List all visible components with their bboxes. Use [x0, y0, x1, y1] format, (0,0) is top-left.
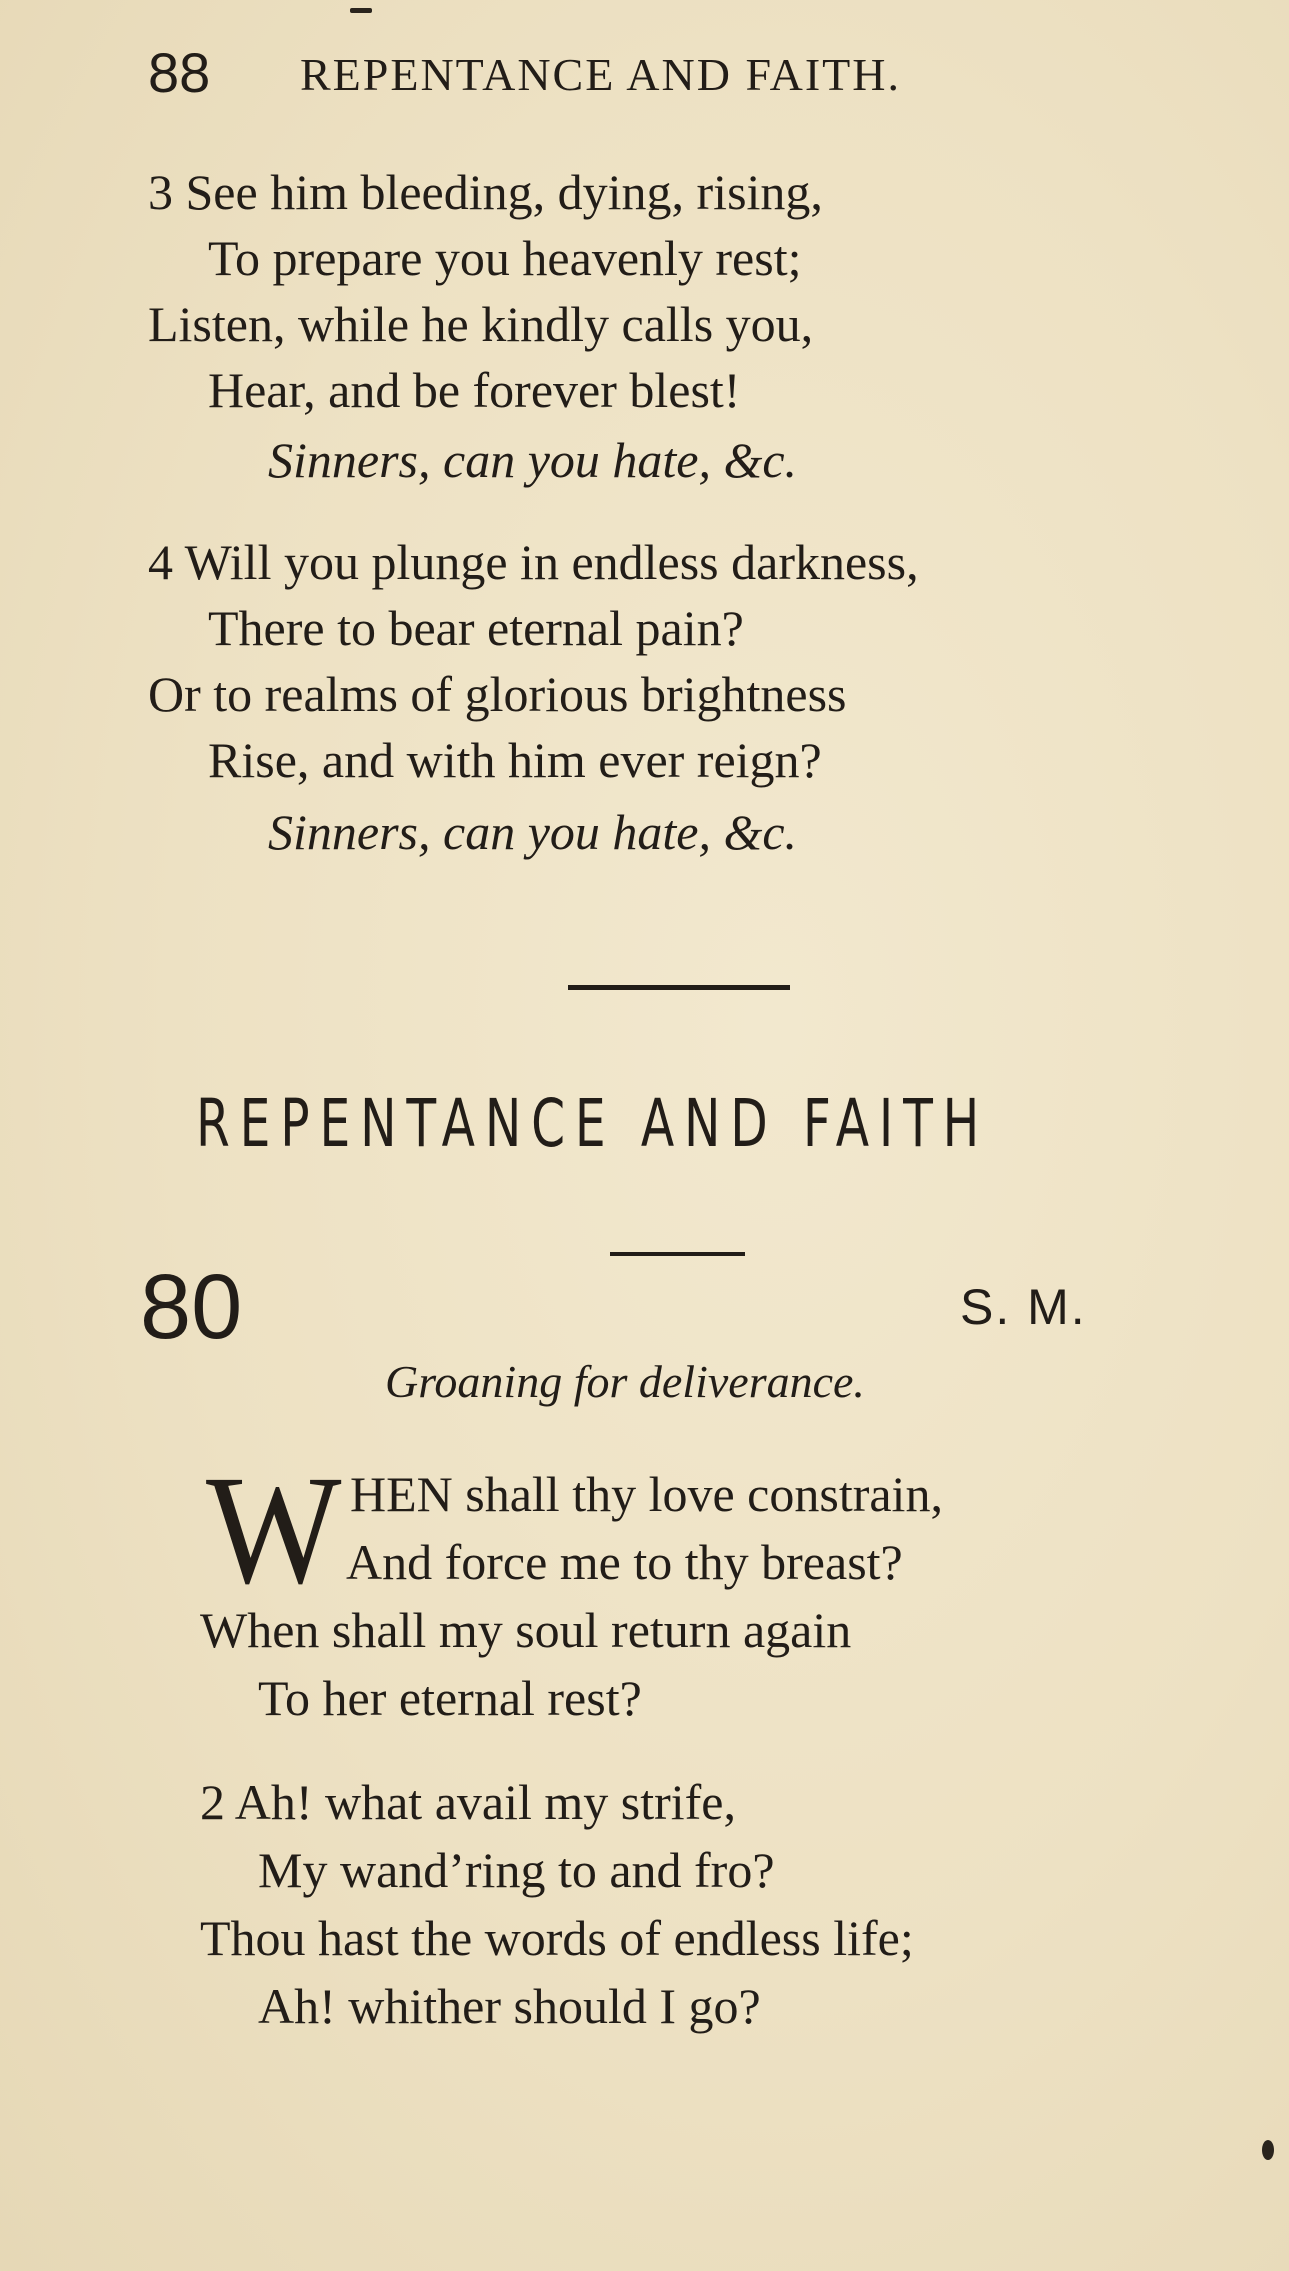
verse-line: 3 See him bleeding, dying, rising, — [148, 164, 823, 220]
section-divider — [568, 985, 790, 990]
verse-line: To her eternal rest? — [258, 1670, 642, 1726]
refrain-line: Sinners, can you hate, &c. — [268, 804, 798, 860]
verse-line: Hear, and be forever blest! — [208, 362, 741, 418]
section-title: REPENTANCE AND FAITH — [196, 1085, 990, 1162]
verse-line: 4 Will you plunge in endless darkness, — [148, 534, 919, 590]
page-number: 88 — [148, 41, 211, 104]
verse-line: To prepare you heavenly rest; — [208, 230, 802, 286]
verse-line: And force me to thy breast? — [346, 1534, 903, 1590]
verse-line: Thou hast the words of endless life; — [200, 1910, 914, 1966]
running-head: REPENTANCE AND FAITH. — [300, 49, 901, 100]
ink-speck — [1262, 2140, 1274, 2160]
refrain-line: Sinners, can you hate, &c. — [268, 432, 798, 488]
meter: S. M. — [960, 1279, 1087, 1335]
verse-line: When shall my soul return again — [200, 1602, 852, 1658]
verse-line: Listen, while he kindly calls you, — [148, 296, 814, 352]
hymn-subtitle: Groaning for deliverance. — [385, 1356, 865, 1407]
verse-line: Ah! whither should I go? — [258, 1978, 761, 2034]
verse-line: There to bear eternal pain? — [208, 600, 744, 656]
verse-line: Rise, and with him ever reign? — [208, 732, 822, 788]
drop-cap: W — [206, 1443, 342, 1616]
hymn-number: 80 — [140, 1256, 243, 1358]
verse-line: Or to realms of glorious brightness — [148, 666, 847, 722]
hymn-rule — [610, 1252, 745, 1256]
verse-line: HEN shall thy love constrain, — [350, 1466, 943, 1522]
verse-line: My wand’ring to and fro? — [258, 1842, 775, 1898]
ink-speck — [350, 8, 372, 13]
verse-line: 2 Ah! what avail my strife, — [200, 1774, 736, 1830]
